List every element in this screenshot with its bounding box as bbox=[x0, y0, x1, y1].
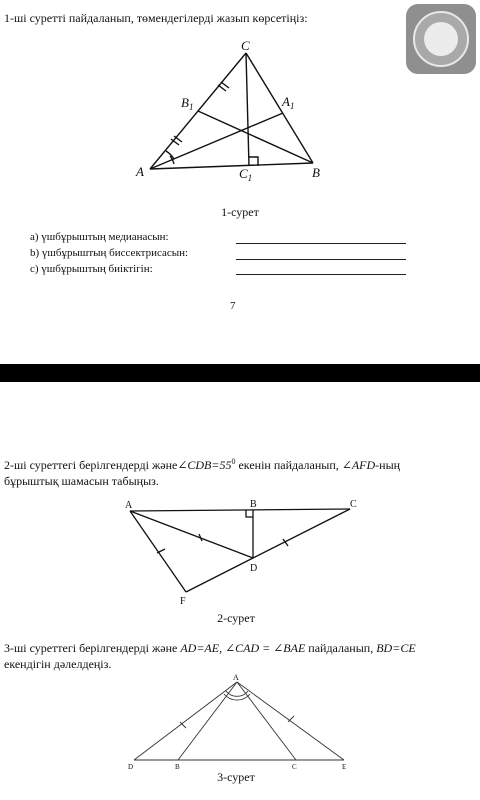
answer-line-c[interactable] bbox=[236, 274, 406, 275]
fig2-label-B: B bbox=[250, 499, 257, 510]
fig3-label-D: D bbox=[128, 763, 134, 771]
question-a: a) үшбұрыштың медианасын: bbox=[30, 231, 169, 243]
page-number: 7 bbox=[230, 300, 236, 312]
task3-line2: екендігін дәлелдеңіз. bbox=[4, 657, 112, 671]
median-BB1 bbox=[198, 111, 313, 163]
question-b: b) үшбұрыштың биссектрисасын: bbox=[30, 247, 189, 259]
figure-1-caption: 1-сурет bbox=[221, 205, 259, 219]
task2-text bbox=[4, 454, 478, 489]
fig2-label-C: C bbox=[350, 499, 357, 510]
segment-AD bbox=[134, 682, 237, 760]
task2-line2: бұрыштық шамасын табыңыз. bbox=[4, 474, 159, 488]
figure-2 bbox=[120, 496, 370, 612]
task1-text: 1-ші суретті пайдаланып, төмендегілерді жазып көрсетіңіз: bbox=[4, 11, 308, 25]
fig2-label-D: D bbox=[250, 563, 258, 574]
figure-3 bbox=[120, 672, 360, 772]
answer-line-a[interactable] bbox=[236, 243, 406, 244]
segment-AD bbox=[130, 511, 253, 558]
tick-mark bbox=[218, 85, 226, 91]
label-C1: $C_1$ bbox=[239, 166, 253, 183]
label-C: C bbox=[241, 38, 250, 53]
answer-line-b[interactable] bbox=[236, 259, 406, 260]
segment-AE bbox=[237, 682, 344, 760]
fig3-label-A: A bbox=[233, 673, 239, 682]
task2-line1: 2-ші суреттегі берілгендерді $және\angle CDB=55^0$ екенін пайдаланып, ∠AFD-ның bbox=[4, 457, 401, 472]
fig3-label-B: B bbox=[175, 763, 180, 771]
label-B: B bbox=[312, 165, 320, 180]
record-button-core bbox=[424, 22, 458, 56]
tick-mark bbox=[221, 82, 229, 88]
angle-arc bbox=[166, 151, 174, 159]
page-separator bbox=[0, 364, 480, 382]
angle-arc bbox=[224, 694, 250, 700]
side-AB bbox=[150, 163, 313, 169]
figure-3-caption: 3-сурет bbox=[217, 770, 255, 784]
question-c: c) үшбұрыштың биіктігін: bbox=[30, 263, 153, 275]
segment-FD bbox=[186, 558, 253, 592]
figure-1 bbox=[130, 36, 340, 186]
fig2-label-A: A bbox=[125, 500, 133, 511]
segment-CD bbox=[253, 509, 350, 558]
label-B1: $B_1$ bbox=[181, 95, 194, 112]
fig2-label-F: F bbox=[180, 596, 186, 607]
altitude-CC1 bbox=[246, 53, 249, 166]
task3-line1: 3-ші суреттегі берілгендерді және AD=AE, ∠CAD = ∠BAE пайдаланып, BD=CE bbox=[4, 641, 416, 655]
fig3-label-E: E bbox=[342, 763, 347, 771]
record-button-ring bbox=[413, 11, 469, 67]
side-CB bbox=[246, 53, 313, 163]
segment-AC bbox=[130, 509, 350, 511]
label-A1: $A_1$ bbox=[282, 94, 295, 111]
fig3-label-C: C bbox=[292, 763, 297, 771]
label-A: A bbox=[136, 164, 144, 179]
record-button-icon[interactable] bbox=[406, 4, 476, 74]
figure-2-caption: 2-сурет bbox=[217, 611, 255, 625]
right-angle-mark bbox=[246, 510, 253, 517]
task3-text bbox=[4, 640, 478, 672]
segment-AF bbox=[130, 511, 186, 592]
